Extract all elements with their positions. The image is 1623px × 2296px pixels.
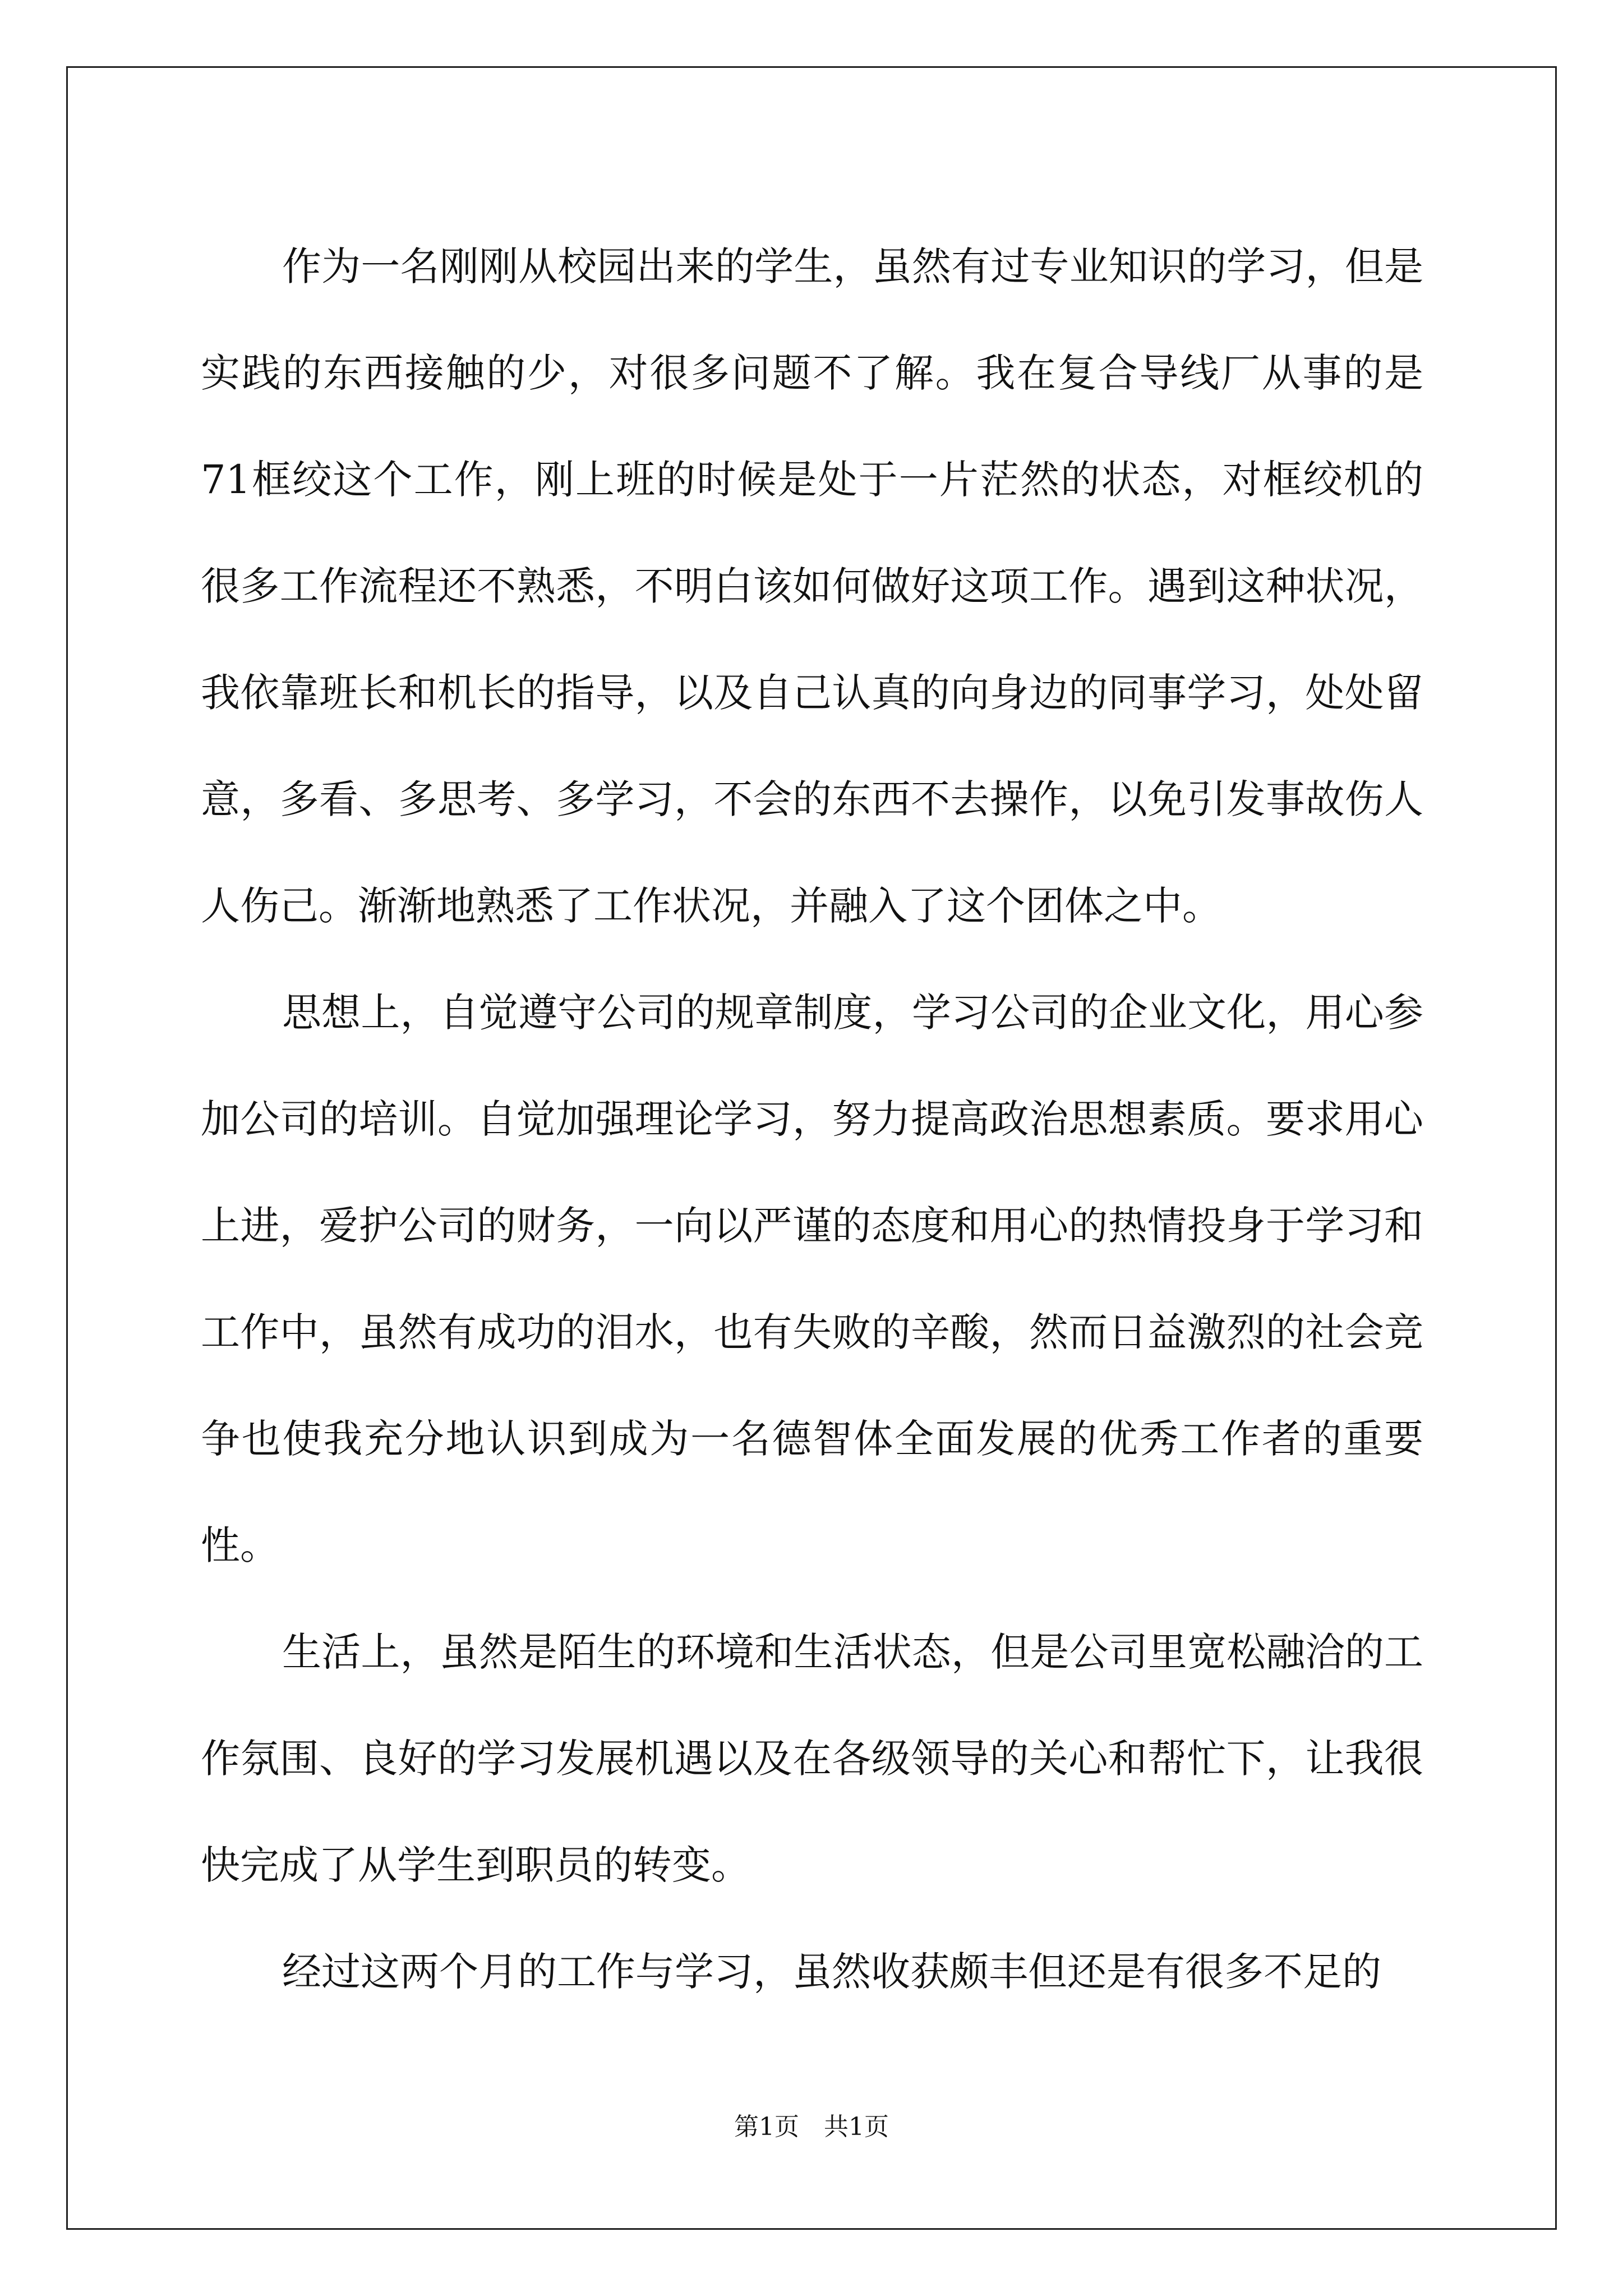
- document-body: [201, 213, 1423, 2025]
- paragraph-4: 经过这两个月的工作与学习，虽然收获颇丰但还是有很多不足的: [282, 1949, 1381, 1995]
- paragraph-1: 作为一名刚刚从校园出来的学生，虽然有过专业知识的学习，但是实践的东西接触的少，对很多问题不了解。我在复合导线厂从事的是71框绞这个工作，刚上班的时候是处于一片茫然的状态，对框绞机的很多工作流程还不熟悉，不明白该如何做好这项工作。遇到这种状况，我依靠班长和机长的指导，以及自己认真的向身边的同事学习，处处留意，多看、多思考、多学习，不会的东西不去操作，以免引发事故伤人人伤己。渐渐地熟悉了工作状况，并融入了这个团体之中。: [201, 243, 1423, 929]
- page-number: 第1页: [734, 2113, 799, 2141]
- paragraph-3: 生活上，虽然是陌生的环境和生活状态，但是公司里宽松融洽的工作氛围、良好的学习发展机遇以及在各级领导的关心和帮忙下，让我很快完成了从学生到职员的转变。: [201, 1629, 1423, 1888]
- page-footer: [0, 2106, 1623, 2142]
- page-total: 共1页: [824, 2113, 889, 2141]
- paragraph-2: 思想上，自觉遵守公司的规章制度，学习公司的企业文化，用心参加公司的培训。自觉加强理论学习，努力提高政治思想素质。要求用心上进，爱护公司的财务，一向以严谨的态度和用心的热情投身于学习和工作中，虽然有成功的泪水，也有失败的辛酸，然而日益激烈的社会竞争也使我充分地认识到成为一名德智体全面发展的优秀工作者的重要性。: [201, 990, 1423, 1568]
